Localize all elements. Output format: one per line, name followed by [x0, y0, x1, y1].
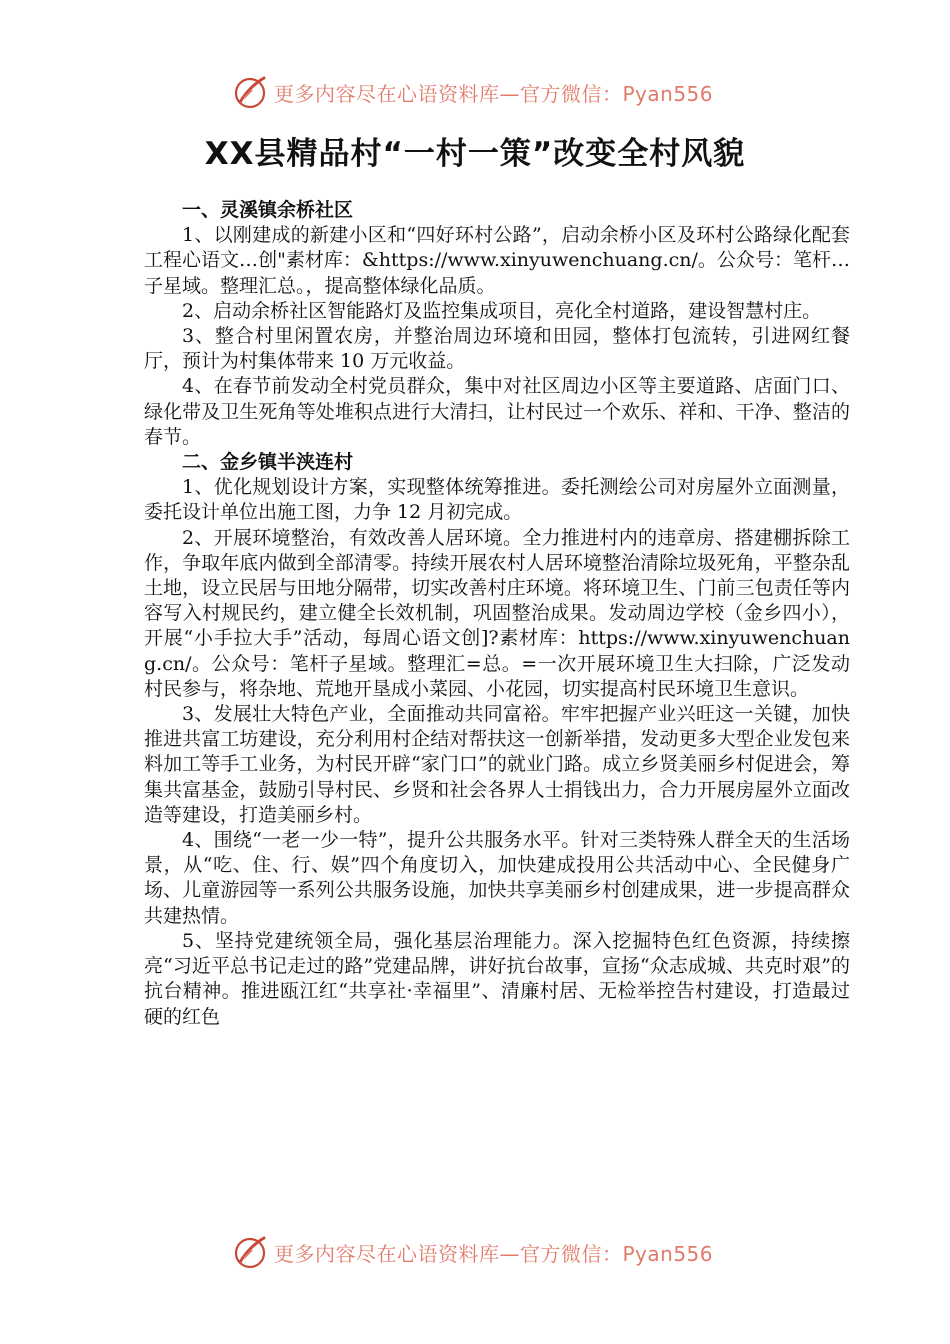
banner-text: 更多内容尽在心语资料库—官方微信：Pyan556: [274, 1241, 714, 1266]
brush-logo-icon: [230, 1232, 270, 1272]
document-title: XX县精品村“一村一策”改变全村风貌: [204, 136, 746, 172]
brush-logo-icon: [230, 72, 270, 112]
paragraph: 3、整合村里闲置农房，并整治周边环境和田园，整体打包流转，引进网红餐厅，预计为村集体带来 10 万元收益。: [144, 325, 850, 373]
paragraph: 2、启动余桥社区智能路灯及监控集成项目，亮化全村道路，建设智慧村庄。: [182, 299, 822, 322]
document-body: [144, 198, 850, 1030]
banner-text: 更多内容尽在心语资料库—官方微信：Pyan556: [274, 81, 714, 106]
paragraph: 3、发展壮大特色产业，全面推动共同富裕。牢牢把握产业兴旺这一关键，加快推进共富工坊建设，充分利用村企结对帮扶这一创新举措，发动更多大型企业发包来料加工等手工业务，为村民开辟“家门口”的就业门路。成立乡贤美丽乡村促进会，筹集共富基金，鼓励引导村民、乡贤和社会各界人士捐钱出力，合力开展房屋外立面改造等建设，打造美丽乡村。: [144, 703, 850, 826]
paragraph: 1、优化规划设计方案，实现整体统筹推进。委托测绘公司对房屋外立面测量，委托设计单位出施工图，力争 12 月初完成。: [144, 476, 850, 524]
section-heading: 二、金乡镇半浃连村: [182, 451, 354, 474]
paragraph: 2、开展环境整治，有效改善人居环境。全力推进村内的违章房、搭建棚拆除工作，争取年底内做到全部清零。持续开展农村人居环境整治清除垃圾死角，平整杂乱土地，设立民居与田地分隔带，切实改善村庄环境。将环境卫生、门前三包责任等内容写入村规民约，建立健全长效机制，巩固整治成果。发动周边学校（金乡四小），开展“小手拉大手”活动，每周心语文创]?素材库：https://www.xinyuwenchuang.cn/。公众号：笔杆子星域。整理汇=总。=一次开展环境卫生大扫除，广泛发动村民参与，将杂地、荒地开垦成小菜园、小花园，切实提高村民环境卫生意识。: [144, 526, 850, 700]
section-heading: 一、灵溪镇余桥社区: [182, 199, 354, 221]
paragraph: 1、以刚建成的新建小区和“四好环村公路”，启动余桥小区及环村公路绿化配套工程心语文…创"素材库：&https://www.xinyuwenchuang.cn/。公众号：笔杆…子星域。整理汇总。，提高整体绿化品质。: [144, 224, 850, 297]
paragraph: 4、在春节前发动全村党员群众，集中对社区周边小区等主要道路、店面门口、绿化带及卫生死角等处堆积点进行大清扫，让村民过一个欢乐、祥和、干净、整洁的春节。: [144, 375, 850, 448]
header-watermark-banner: [230, 72, 750, 112]
paragraph: 4、围绕“一老一少一特”，提升公共服务水平。针对三类特殊人群全天的生活场景，从“吃、住、行、娱”四个角度切入，加快建成投用公共活动中心、全民健身广场、儿童游园等一系列公共服务设施，加快共享美丽乡村创建成果，进一步提高群众共建热情。: [144, 829, 850, 927]
paragraph: 5、坚持党建统领全局，强化基层治理能力。深入挖掘特色红色资源，持续擦亮“习近平总书记走过的路”党建品牌，讲好抗台故事，宣扬“众志成城、共克时艰”的抗台精神。推进瓯江红“共享社·幸福里”、清廉村居、无检举控告村建设，打造最过硬的红色: [144, 929, 850, 1028]
footer-watermark-banner: [230, 1232, 750, 1272]
